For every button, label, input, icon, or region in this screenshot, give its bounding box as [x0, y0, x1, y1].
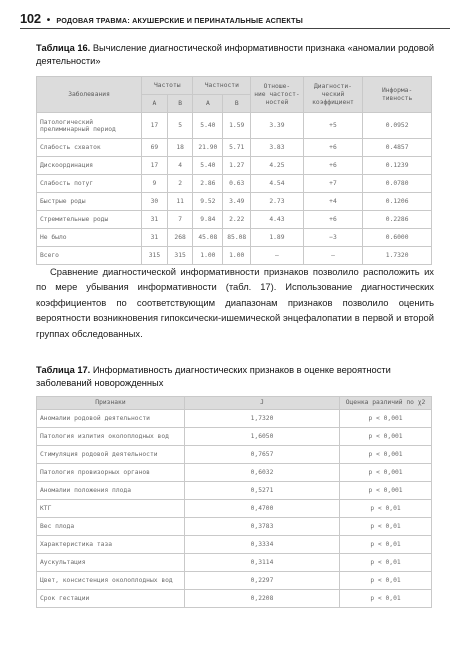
table-row: [37, 464, 432, 482]
table-row: [37, 590, 432, 608]
cell-j: 0,3334: [184, 536, 339, 554]
cell-p: p < 0,01: [340, 572, 432, 590]
cell-pb: 3.49: [223, 193, 251, 211]
cell-j: 0,2297: [184, 572, 339, 590]
cell-p: p < 0,01: [340, 590, 432, 608]
cell-sign: Патология излития околоплодных вод: [37, 428, 185, 446]
cell-diag-coef: −3: [303, 229, 363, 247]
cell-disease-line1: Патологический: [40, 118, 94, 126]
table-row: [37, 500, 432, 518]
col-header-diag-line3: коэффициент: [312, 98, 354, 106]
cell-j: 0,7657: [184, 446, 339, 464]
cell-sign: Срок гестации: [37, 590, 185, 608]
cell-info: 0.6000: [363, 229, 432, 247]
cell-diag-coef: +5: [303, 113, 363, 139]
col-header-diag-coef: [303, 77, 363, 113]
table-row: [37, 113, 432, 139]
cell-sign: Цвет, консистенция околоплодных вод: [37, 572, 185, 590]
page-number: 102: [20, 11, 41, 26]
col-header-diag-line1: Диагности-: [314, 82, 352, 90]
cell-pa: 9.84: [193, 211, 223, 229]
table-row: [37, 211, 432, 229]
cell-p: p < 0,001: [340, 446, 432, 464]
col-header-info: [363, 77, 432, 113]
table-row: [37, 536, 432, 554]
cell-pb: 0.63: [223, 175, 251, 193]
cell-b: 11: [167, 193, 193, 211]
cell-pa: 5.40: [193, 113, 223, 139]
subheader-a-freq: А: [142, 95, 168, 113]
cell-info: 0.1239: [363, 157, 432, 175]
cell-ratio: –: [251, 247, 304, 265]
cell-ratio: 4.43: [251, 211, 304, 229]
cell-sign: Аускультация: [37, 554, 185, 572]
header-title: РОДОВАЯ ТРАВМА: АКУШЕРСКИЕ И ПЕРИНАТАЛЬНЫЕ АСПЕКТЫ: [56, 16, 304, 25]
cell-pa: 9.52: [193, 193, 223, 211]
table-row-total: [37, 247, 432, 265]
cell-ratio: 4.25: [251, 157, 304, 175]
cell-disease: Не было: [37, 229, 142, 247]
table16: [36, 76, 432, 265]
running-header: [20, 11, 450, 29]
cell-ratio: 4.54: [251, 175, 304, 193]
cell-a: 9: [142, 175, 168, 193]
cell-disease: [37, 113, 142, 139]
cell-p: p < 0,001: [340, 464, 432, 482]
subheader-b-freq: В: [167, 95, 193, 113]
cell-p: p < 0,01: [340, 518, 432, 536]
cell-info: 0.0952: [363, 113, 432, 139]
cell-p: p < 0,001: [340, 482, 432, 500]
cell-pb: 1.00: [223, 247, 251, 265]
table16-caption-label: Таблица 16.: [36, 43, 91, 53]
cell-info: 0.0780: [363, 175, 432, 193]
cell-b: 268: [167, 229, 193, 247]
cell-j: 0,4700: [184, 500, 339, 518]
cell-disease: Быстрые роды: [37, 193, 142, 211]
cell-j: 1,6050: [184, 428, 339, 446]
table17-header-row: [37, 397, 432, 410]
subheader-b-rel: В: [223, 95, 251, 113]
cell-pb: 1.59: [223, 113, 251, 139]
cell-j: 1,7320: [184, 410, 339, 428]
col-header-ratio-line2: ние частост-: [254, 90, 300, 98]
col-header-diff: Оценка различий по χ2: [340, 397, 432, 410]
cell-p: p < 0,01: [340, 500, 432, 518]
col-header-sign: Признаки: [37, 397, 185, 410]
col-header-freq: Частоты: [142, 77, 193, 95]
cell-pb: 2.22: [223, 211, 251, 229]
table-row: [37, 175, 432, 193]
col-header-j: J: [184, 397, 339, 410]
header-bullet: •: [46, 15, 51, 26]
cell-disease: Дискоординация: [37, 157, 142, 175]
table-row: [37, 410, 432, 428]
cell-pa: 21.90: [193, 139, 223, 157]
cell-pa: 2.86: [193, 175, 223, 193]
cell-pb: 5.71: [223, 139, 251, 157]
cell-disease: Слабость схваток: [37, 139, 142, 157]
cell-p: p < 0,01: [340, 554, 432, 572]
table-row: [37, 193, 432, 211]
table17-caption-label: Таблица 17.: [36, 365, 91, 375]
cell-j: 0,5271: [184, 482, 339, 500]
cell-pb: 1.27: [223, 157, 251, 175]
cell-b: 18: [167, 139, 193, 157]
table-row: [37, 518, 432, 536]
table-row: [37, 229, 432, 247]
cell-j: 0,3114: [184, 554, 339, 572]
col-header-disease: Заболевания: [37, 77, 142, 113]
cell-info: 0.4857: [363, 139, 432, 157]
cell-diag-coef: +6: [303, 139, 363, 157]
cell-sign: Характеристика таза: [37, 536, 185, 554]
cell-ratio: 3.39: [251, 113, 304, 139]
cell-a: 31: [142, 229, 168, 247]
col-header-ratio-line1: Отноше-: [263, 82, 291, 90]
cell-diag-coef: +7: [303, 175, 363, 193]
table17: [36, 396, 432, 608]
body-paragraph: Сравнение диагностической информативности признаков позволило расположить их по мере убывания информативности (табл. 17). Использование диагностических коэффициентов по соответствующим диапазонам признаков позволило оценить вероятности возникновения гипоксически-ишемической энцефалопатии в первой и второй группах обследованных.: [36, 266, 434, 339]
cell-b: 5: [167, 113, 193, 139]
cell-pa: 1.00: [193, 247, 223, 265]
cell-a: 30: [142, 193, 168, 211]
cell-p: p < 0,001: [340, 410, 432, 428]
cell-ratio: 3.83: [251, 139, 304, 157]
cell-j: 0,6032: [184, 464, 339, 482]
cell-a: 31: [142, 211, 168, 229]
cell-diag-coef: +6: [303, 211, 363, 229]
cell-sign: КТГ: [37, 500, 185, 518]
cell-info: 0.1206: [363, 193, 432, 211]
cell-pa: 45.08: [193, 229, 223, 247]
table-row: [37, 446, 432, 464]
table17-caption-text: Информативность диагностических признаков в оценке вероятности заболеваний новорожденных: [36, 365, 391, 388]
cell-disease-line2: прелиминарный период: [40, 125, 116, 133]
cell-diag-coef: –: [303, 247, 363, 265]
table16-caption: [36, 42, 436, 68]
cell-disease: Слабость потуг: [37, 175, 142, 193]
cell-ratio: 1.89: [251, 229, 304, 247]
cell-diag-coef: +6: [303, 157, 363, 175]
cell-pb: 85.08: [223, 229, 251, 247]
table-row: [37, 428, 432, 446]
cell-sign: Аномалии родовой деятельности: [37, 410, 185, 428]
cell-a: 315: [142, 247, 168, 265]
col-header-ratio-line3: ностей: [265, 98, 289, 106]
table-row: [37, 482, 432, 500]
cell-b: 2: [167, 175, 193, 193]
cell-p: p < 0,01: [340, 536, 432, 554]
cell-sign: Стимуляция родовой деятельности: [37, 446, 185, 464]
cell-sign: Патология провизорных органов: [37, 464, 185, 482]
cell-b: 315: [167, 247, 193, 265]
col-header-info-line1: Информа-: [381, 86, 413, 94]
col-header-rel-freq: Частности: [193, 77, 251, 95]
cell-info: 1.7320: [363, 247, 432, 265]
cell-ratio: 2.73: [251, 193, 304, 211]
cell-j: 0,3783: [184, 518, 339, 536]
table-row: [37, 572, 432, 590]
table-row: [37, 554, 432, 572]
cell-b: 7: [167, 211, 193, 229]
cell-a: 17: [142, 113, 168, 139]
col-header-diag-line2: ческий: [321, 90, 345, 98]
cell-j: 0,2208: [184, 590, 339, 608]
cell-diag-coef: +4: [303, 193, 363, 211]
cell-sign: Вес плода: [37, 518, 185, 536]
cell-p: p < 0,001: [340, 428, 432, 446]
cell-b: 4: [167, 157, 193, 175]
table-row: [37, 139, 432, 157]
col-header-info-line2: тивность: [381, 94, 413, 102]
cell-pa: 5.40: [193, 157, 223, 175]
table-row: [37, 157, 432, 175]
cell-disease: Стремительные роды: [37, 211, 142, 229]
col-header-ratio: [251, 77, 304, 113]
table17-caption: [36, 364, 436, 390]
table16-header-row: [37, 77, 432, 95]
cell-info: 0.2286: [363, 211, 432, 229]
cell-a: 69: [142, 139, 168, 157]
cell-sign: Аномалии положения плода: [37, 482, 185, 500]
subheader-a-rel: А: [193, 95, 223, 113]
table16-caption-text: Вычисление диагностической информативности признака «аномалии родовой деятельности»: [36, 43, 435, 66]
cell-a: 17: [142, 157, 168, 175]
cell-disease: Всего: [37, 247, 142, 265]
